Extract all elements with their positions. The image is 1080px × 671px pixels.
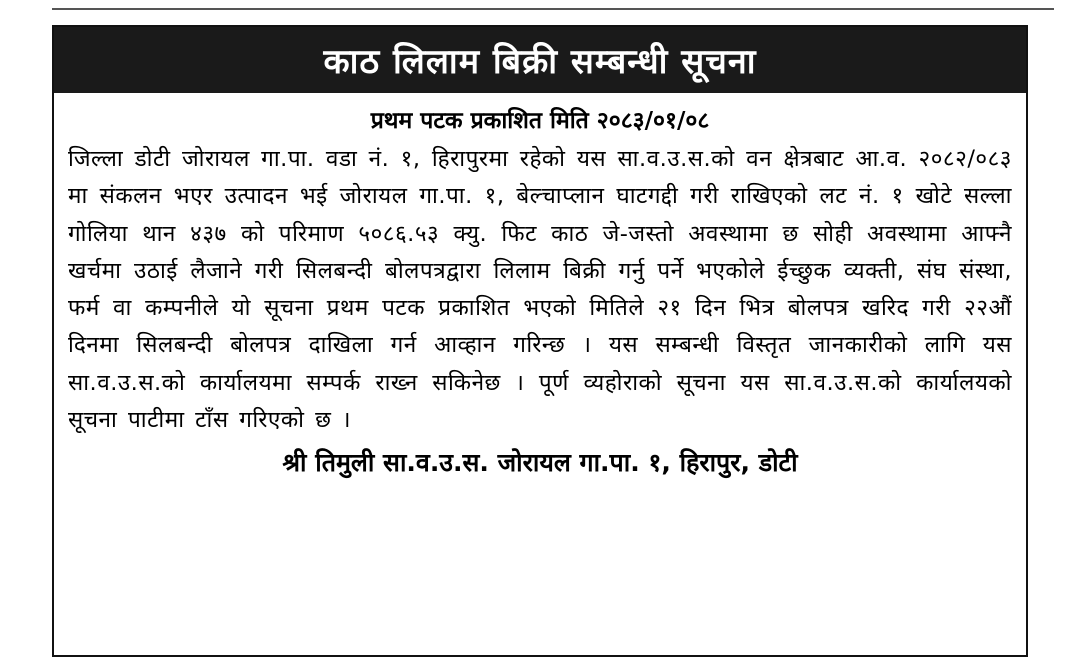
notice-signature: श्री तिमुली सा.व.उ.स. जोरायल गा.पा. १, हिरापुर, डोटी [282, 448, 798, 478]
publication-date-line: प्रथम पटक प्रकाशित मिति २०८३/०१/०८ [370, 108, 710, 134]
notice-title-bar [54, 27, 1026, 93]
notice-title: काठ लिलाम बिक्री सम्बन्धी सूचना [323, 42, 757, 82]
notice-body: जिल्ला डोटी जोरायल गा.पा. वडा नं. १, हिरापुरमा रहेको यस सा.व.उ.स.को वन क्षेत्रबाट आ.व. २०८२/०८३ मा संकलन भएर उत्पादन भई जोरायल गा.पा. १, बेल्चाप्लान घाटगद्दी गरी राखिएको लट नं. १ खोटे सल्ला गोलिया थान ४३७ को परिमाण ५०८६.५३ क्यु. फिट काठ जे-जस्तो अवस्थामा छ सोही अवस्थामा आफ्नै खर्चमा उठाई लैजाने गरी सिलबन्दी बोलपत्रद्वारा लिलाम बिक्री गर्नु पर्ने भएकोले ईच्छुक व्यक्ती, संघ संस्था, फर्म वा कम्पनीले यो सूचना प्रथम पटक प्रकाशित भएको मितिले २१ दिन भित्र बोलपत्र खरिद गरी २२औं दिनमा सिलबन्दी बोलपत्र दाखिला गर्न आव्हान गरिन्छ । यस सम्बन्धी विस्तृत जानकारीको लागि यस सा.व.उ.स.को कार्यालयमा सम्पर्क राख्न सकिनेछ । पूर्ण व्यहोराको सूचना यस सा.व.उ.स.को कार्यालयको सूचना पाटीमा टाँस गरिएको छ । [68, 146, 1012, 434]
top-divider-line [52, 8, 1054, 10]
notice-box [52, 25, 1028, 657]
